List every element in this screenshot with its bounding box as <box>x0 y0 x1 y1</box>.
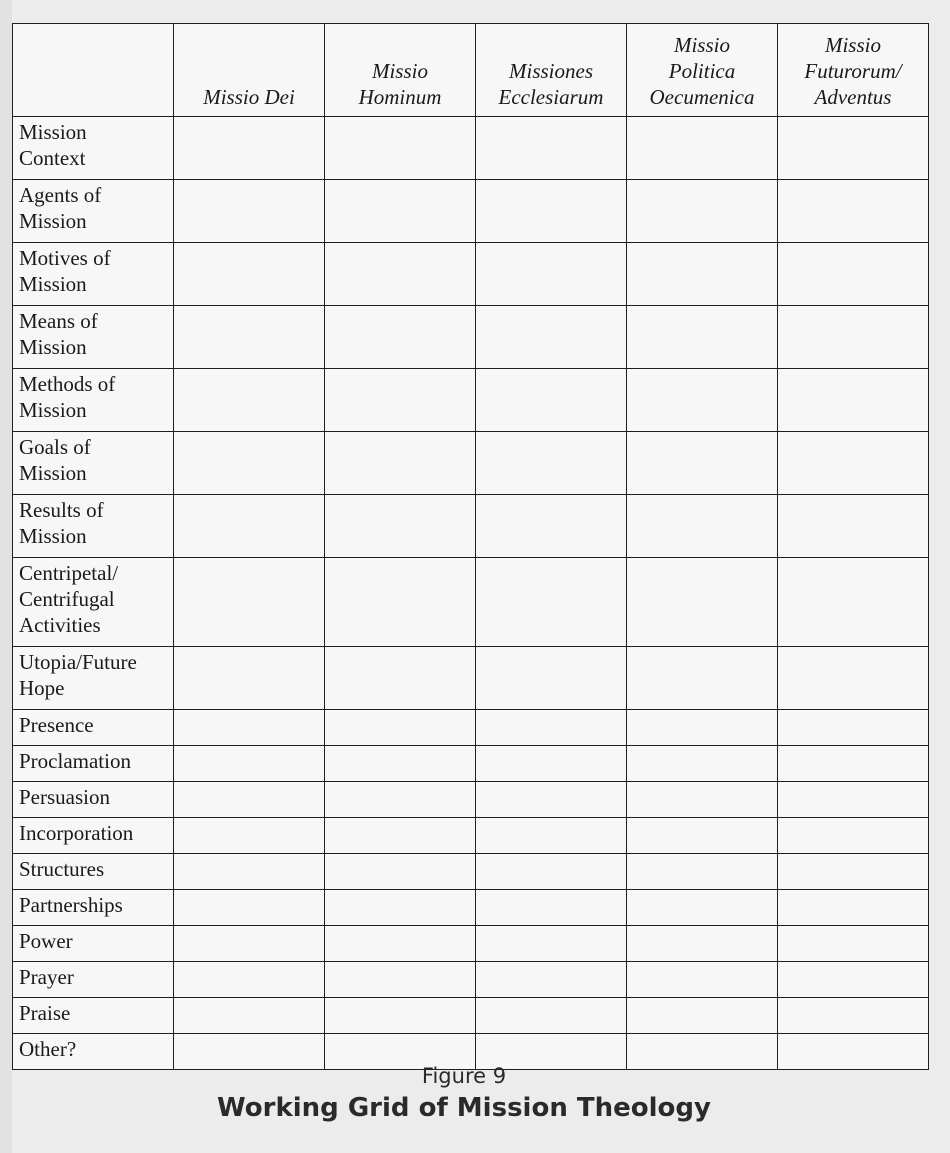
table-row <box>13 117 929 180</box>
grid-cell <box>476 818 627 854</box>
table-row <box>13 998 929 1034</box>
table-row <box>13 818 929 854</box>
column-header: Missio Futurorum/ Adventus <box>778 24 929 117</box>
grid-cell <box>174 710 325 746</box>
grid-cell <box>476 243 627 306</box>
table-row <box>13 180 929 243</box>
grid-cell <box>174 854 325 890</box>
grid-cell <box>476 495 627 558</box>
grid-cell <box>476 782 627 818</box>
column-header: Missiones Ecclesiarum <box>476 24 627 117</box>
grid-cell <box>778 746 929 782</box>
table-row <box>13 432 929 495</box>
grid-cell <box>778 306 929 369</box>
row-header: Presence <box>13 710 174 746</box>
grid-cell <box>627 495 778 558</box>
grid-cell <box>476 890 627 926</box>
grid-cell <box>174 117 325 180</box>
grid-cell <box>627 926 778 962</box>
grid-cell <box>325 243 476 306</box>
grid-cell <box>627 854 778 890</box>
grid-cell <box>778 558 929 647</box>
grid-cell <box>325 818 476 854</box>
grid-cell <box>627 647 778 710</box>
grid-cell <box>476 710 627 746</box>
table-row <box>13 782 929 818</box>
grid-cell <box>778 890 929 926</box>
grid-cell <box>778 962 929 998</box>
grid-cell <box>627 558 778 647</box>
table-row <box>13 746 929 782</box>
row-header: Goals of Mission <box>13 432 174 495</box>
header-row <box>13 24 929 117</box>
row-header: Power <box>13 926 174 962</box>
grid-cell <box>627 890 778 926</box>
grid-cell <box>778 782 929 818</box>
grid-cell <box>174 495 325 558</box>
row-header: Mission Context <box>13 117 174 180</box>
grid-cell <box>325 854 476 890</box>
grid-cell <box>627 306 778 369</box>
row-header: Means of Mission <box>13 306 174 369</box>
row-header: Incorporation <box>13 818 174 854</box>
table-row <box>13 890 929 926</box>
grid-cell <box>325 998 476 1034</box>
grid-cell <box>174 558 325 647</box>
grid-cell <box>778 926 929 962</box>
grid-cell <box>325 647 476 710</box>
grid-cell <box>627 818 778 854</box>
grid-cell <box>174 180 325 243</box>
grid-cell <box>476 306 627 369</box>
grid-cell <box>627 243 778 306</box>
grid-cell <box>325 962 476 998</box>
row-header: Motives of Mission <box>13 243 174 306</box>
grid-cell <box>778 998 929 1034</box>
row-header: Prayer <box>13 962 174 998</box>
grid-cell <box>325 180 476 243</box>
table-row <box>13 710 929 746</box>
row-header: Methods of Mission <box>13 369 174 432</box>
grid-cell <box>627 369 778 432</box>
grid-cell <box>778 495 929 558</box>
figure-number: Figure 9 <box>421 1064 507 1088</box>
row-header: Results of Mission <box>13 495 174 558</box>
grid-cell <box>325 926 476 962</box>
grid-cell <box>476 432 627 495</box>
grid-cell <box>476 926 627 962</box>
grid-cell <box>476 854 627 890</box>
grid-cell <box>174 818 325 854</box>
corner-cell <box>13 24 174 117</box>
grid-body <box>13 117 929 1070</box>
row-header: Centripetal/ Centrifugal Activities <box>13 558 174 647</box>
grid-cell <box>627 117 778 180</box>
grid-cell <box>627 432 778 495</box>
grid-cell <box>325 369 476 432</box>
row-header: Agents of Mission <box>13 180 174 243</box>
row-header: Utopia/Future Hope <box>13 647 174 710</box>
grid-cell <box>325 432 476 495</box>
grid-cell <box>778 243 929 306</box>
grid-cell <box>778 854 929 890</box>
grid-cell <box>627 710 778 746</box>
grid-cell <box>174 782 325 818</box>
grid-cell <box>476 647 627 710</box>
grid-cell <box>325 890 476 926</box>
row-header: Other? <box>13 1034 174 1070</box>
grid-cell <box>325 495 476 558</box>
grid-cell <box>778 369 929 432</box>
grid-cell <box>476 117 627 180</box>
grid-cell <box>778 818 929 854</box>
grid-cell <box>174 647 325 710</box>
grid-cell <box>174 306 325 369</box>
column-header: Missio Politica Oecumenica <box>627 24 778 117</box>
grid-cell <box>476 558 627 647</box>
grid-cell <box>325 117 476 180</box>
grid-cell <box>778 180 929 243</box>
grid-cell <box>174 243 325 306</box>
table-row <box>13 962 929 998</box>
table-row <box>13 243 929 306</box>
table-row <box>13 495 929 558</box>
grid-cell <box>174 746 325 782</box>
mission-theology-grid <box>12 23 929 1070</box>
row-header: Proclamation <box>13 746 174 782</box>
table-row <box>13 647 929 710</box>
grid-cell <box>476 746 627 782</box>
grid-cell <box>174 432 325 495</box>
grid-cell <box>325 746 476 782</box>
grid-cell <box>174 962 325 998</box>
table-row <box>13 558 929 647</box>
grid-cell <box>476 180 627 243</box>
grid-cell <box>627 962 778 998</box>
page-edge <box>0 0 12 1153</box>
row-header: Praise <box>13 998 174 1034</box>
grid-cell <box>627 746 778 782</box>
row-header: Partnerships <box>13 890 174 926</box>
grid-cell <box>174 926 325 962</box>
grid-cell <box>174 998 325 1034</box>
table-row <box>13 854 929 890</box>
grid-cell <box>325 306 476 369</box>
grid-cell <box>476 998 627 1034</box>
grid-cell <box>325 710 476 746</box>
row-header: Persuasion <box>13 782 174 818</box>
figure-title: Working Grid of Mission Theology <box>217 1093 711 1123</box>
grid-cell <box>627 998 778 1034</box>
row-header: Structures <box>13 854 174 890</box>
grid-cell <box>476 369 627 432</box>
grid-cell <box>476 962 627 998</box>
grid-cell <box>778 117 929 180</box>
table-row <box>13 306 929 369</box>
grid-cell <box>778 432 929 495</box>
grid-cell <box>778 710 929 746</box>
table-row <box>13 369 929 432</box>
column-header: Missio Dei <box>174 24 325 117</box>
table-row <box>13 926 929 962</box>
grid-cell <box>627 180 778 243</box>
grid-cell <box>627 782 778 818</box>
grid-cell <box>174 369 325 432</box>
column-header: Missio Hominum <box>325 24 476 117</box>
grid-cell <box>778 647 929 710</box>
grid-cell <box>325 782 476 818</box>
grid-cell <box>174 890 325 926</box>
grid-cell <box>325 558 476 647</box>
